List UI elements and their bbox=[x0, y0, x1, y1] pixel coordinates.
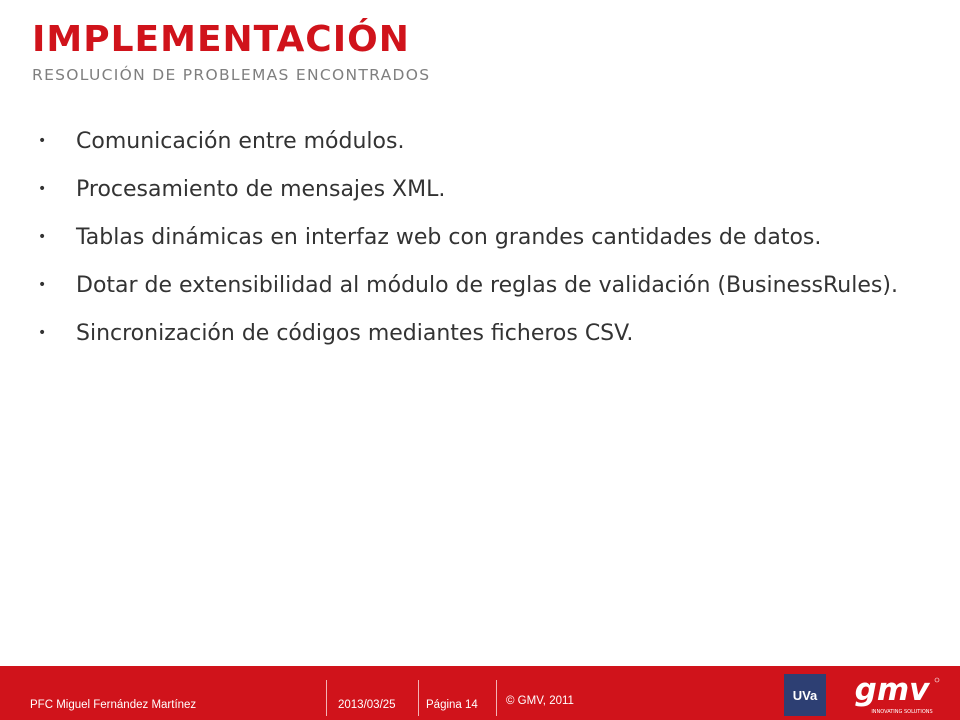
gmv-tagline: INNOVATING SOLUTIONS bbox=[871, 709, 933, 715]
footer-page-number: Página 14 bbox=[426, 699, 478, 711]
registered-mark-icon bbox=[935, 678, 939, 682]
bullet-dot-icon: • bbox=[38, 133, 47, 149]
bullet-text: Tablas dinámicas en interfaz web con grandes cantidades de datos. bbox=[76, 225, 822, 250]
bullet-item bbox=[38, 320, 898, 347]
footer-copyright: © GMV, 2011 bbox=[506, 695, 574, 707]
slide-subtitle: RESOLUCIÓN DE PROBLEMAS ENCONTRADOS bbox=[32, 66, 431, 84]
bullet-item bbox=[38, 176, 898, 203]
bullet-item bbox=[38, 272, 898, 299]
bullet-item bbox=[38, 128, 898, 155]
footer-divider bbox=[326, 680, 327, 716]
bullet-dot-icon: • bbox=[38, 229, 47, 245]
footer-author: PFC Miguel Fernández Martínez bbox=[30, 699, 197, 711]
gmv-logo-text: gmv bbox=[854, 672, 930, 708]
uva-logo: UVa bbox=[784, 674, 826, 716]
bullet-text: Comunicación entre módulos. bbox=[76, 129, 405, 154]
bullet-dot-icon: • bbox=[38, 181, 47, 197]
slide-title: IMPLEMENTACIÓN bbox=[32, 19, 410, 60]
footer-divider bbox=[418, 680, 419, 716]
bullet-dot-icon: • bbox=[38, 277, 47, 293]
bullet-text: Sincronización de códigos mediantes ficheros CSV. bbox=[76, 321, 634, 346]
bullet-text: Dotar de extensibilidad al módulo de reglas de validación (BusinessRules). bbox=[76, 273, 898, 298]
bullet-dot-icon: • bbox=[38, 325, 47, 341]
bullet-item bbox=[38, 224, 898, 251]
gmv-logo bbox=[842, 670, 942, 716]
footer-divider bbox=[496, 680, 497, 716]
bullet-text: Procesamiento de mensajes XML. bbox=[76, 177, 446, 202]
footer-date: 2013/03/25 bbox=[338, 699, 396, 711]
bullet-list bbox=[38, 128, 898, 368]
